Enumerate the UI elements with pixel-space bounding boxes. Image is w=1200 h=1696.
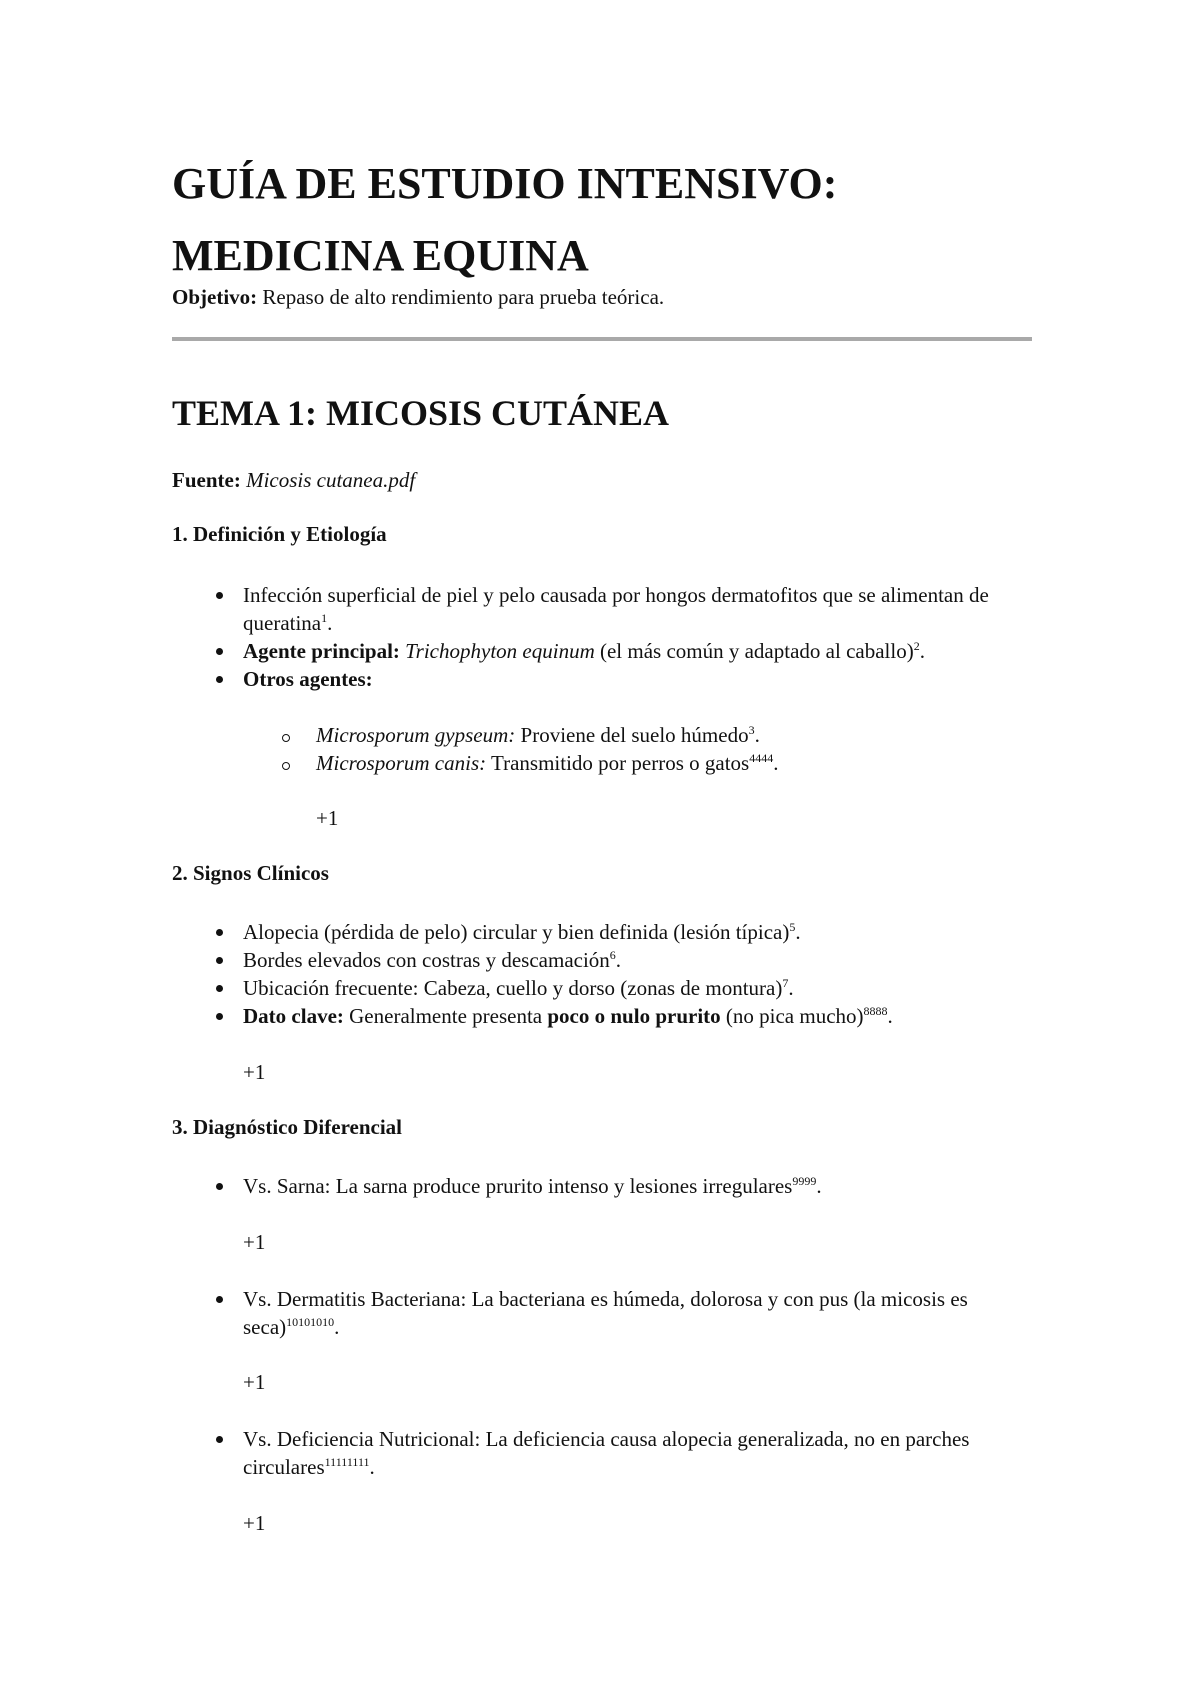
other-agents-sublist [316, 721, 1036, 777]
title-line-1: GUÍA DE ESTUDIO INTENSIVO: [172, 159, 838, 208]
list-item: Infección superficial de piel y pelo causada por hongos dermatofitos que se alimentan de queratina$^1$. [243, 581, 1043, 637]
item-text: Vs. Dermatitis Bacteriana: La bacteriana es húmeda, dolorosa y con pus (la micosis es seca) [243, 1287, 968, 1339]
list-item: Vs. Dermatitis Bacteriana: La bacteriana es húmeda, dolorosa y con pus (la micosis es seca)$^{10101010}$. [243, 1285, 1043, 1341]
item-text: Infección superficial de piel y pelo causada por hongos dermatofitos que se alimentan de queratina [243, 583, 989, 635]
species-name: Microsporum gypseum: [316, 723, 516, 747]
item-text: Alopecia (pérdida de pelo) circular y bien definida (lesión típica) [243, 920, 790, 944]
footnote-ref: 5 [789, 920, 796, 934]
footnote-ref: 6 [609, 948, 616, 962]
footnote-ref: 9999 [792, 1174, 817, 1188]
plus-one-marker: +1 [316, 806, 339, 830]
title-line-2: MEDICINA EQUINA [172, 231, 589, 280]
footnote-ref: 11111111 [324, 1455, 370, 1469]
source-line [172, 468, 415, 493]
sub-list-item: Microsporum gypseum: Proviene del suelo húmedo$^3$. [316, 721, 1036, 749]
footnote-ref: 7 [782, 976, 789, 990]
list-item: Dato clave: Generalmente presenta poco o nulo prurito (no pica mucho)$^{8888}$. [243, 1002, 1043, 1030]
objective-text: Repaso de alto rendimiento para prueba teórica. [257, 285, 665, 309]
item-text: Proviene del suelo húmedo [515, 723, 749, 747]
list-item: Vs. Sarna: La sarna produce prurito intenso y lesiones irregulares$^{9999}$. [243, 1172, 1043, 1200]
section-heading-definition: 1. Definición y Etiología [172, 522, 387, 546]
emphasis-text: poco o nulo prurito [547, 1004, 721, 1028]
item-text: (no pica mucho) [720, 1004, 864, 1028]
species-name: Microsporum canis: [316, 751, 487, 775]
footnote-ref: 3 [748, 723, 755, 737]
item-label: Otros agentes: [243, 667, 373, 691]
section-heading-clinical-signs: 2. Signos Clínicos [172, 861, 329, 885]
document-title [172, 148, 1072, 292]
plus-one-marker: +1 [243, 1060, 266, 1084]
definition-list [243, 581, 1043, 693]
clinical-signs-list [243, 918, 1043, 1030]
species-name: Trichophyton equinum [405, 639, 595, 663]
topic-heading: TEMA 1: MICOSIS CUTÁNEA [172, 393, 670, 433]
differential-list-3 [243, 1425, 1043, 1481]
plus-one-marker: +1 [243, 1511, 266, 1535]
differential-list-2 [243, 1285, 1043, 1341]
plus-one-marker: +1 [243, 1370, 266, 1394]
footnote-ref: 1 [321, 611, 328, 625]
item-text: Ubicación frecuente: Cabeza, cuello y dorso (zonas de montura) [243, 976, 783, 1000]
footnote-ref: 4444 [749, 751, 774, 765]
differential-list-1 [243, 1172, 1043, 1200]
source-label: Fuente: [172, 468, 241, 492]
item-text: (el más común y adaptado al caballo) [594, 639, 914, 663]
footnote-ref: 2 [913, 639, 920, 653]
objective-label: Objetivo: [172, 285, 258, 309]
item-text: Generalmente presenta [343, 1004, 548, 1028]
item-text: Transmitido por perros o gatos [486, 751, 750, 775]
objective-line [172, 285, 664, 310]
sub-list-item: Microsporum canis: Transmitido por perros o gatos$^{4444}$. [316, 749, 1036, 777]
section-heading-differential: 3. Diagnóstico Diferencial [172, 1115, 402, 1139]
list-item: Vs. Deficiencia Nutricional: La deficiencia causa alopecia generalizada, no en parches circulares$^{11111111}$. [243, 1425, 1043, 1481]
footnote-ref: 10101010 [286, 1315, 335, 1329]
list-item: Bordes elevados con costras y descamación$^6$. [243, 946, 1043, 974]
item-text: Vs. Sarna: La sarna produce prurito intenso y lesiones irregulares [243, 1174, 793, 1198]
plus-one-marker: +1 [243, 1230, 266, 1254]
item-label: Agente principal: [243, 639, 400, 663]
item-label: Dato clave: [243, 1004, 344, 1028]
list-item: Alopecia (pérdida de pelo) circular y bien definida (lesión típica)$^5$. [243, 918, 1043, 946]
item-text: Vs. Deficiencia Nutricional: La deficiencia causa alopecia generalizada, no en parches circulares [243, 1427, 970, 1479]
source-file: Micosis cutanea.pdf [246, 468, 416, 492]
list-item [243, 665, 1043, 693]
horizontal-divider [172, 337, 1032, 341]
item-text: Bordes elevados con costras y descamación [243, 948, 610, 972]
list-item: Agente principal: Trichophyton equinum (el más común y adaptado al caballo)$^2$. [243, 637, 1043, 665]
list-item: Ubicación frecuente: Cabeza, cuello y dorso (zonas de montura)$^7$. [243, 974, 1043, 1002]
footnote-ref: 8888 [863, 1004, 888, 1018]
